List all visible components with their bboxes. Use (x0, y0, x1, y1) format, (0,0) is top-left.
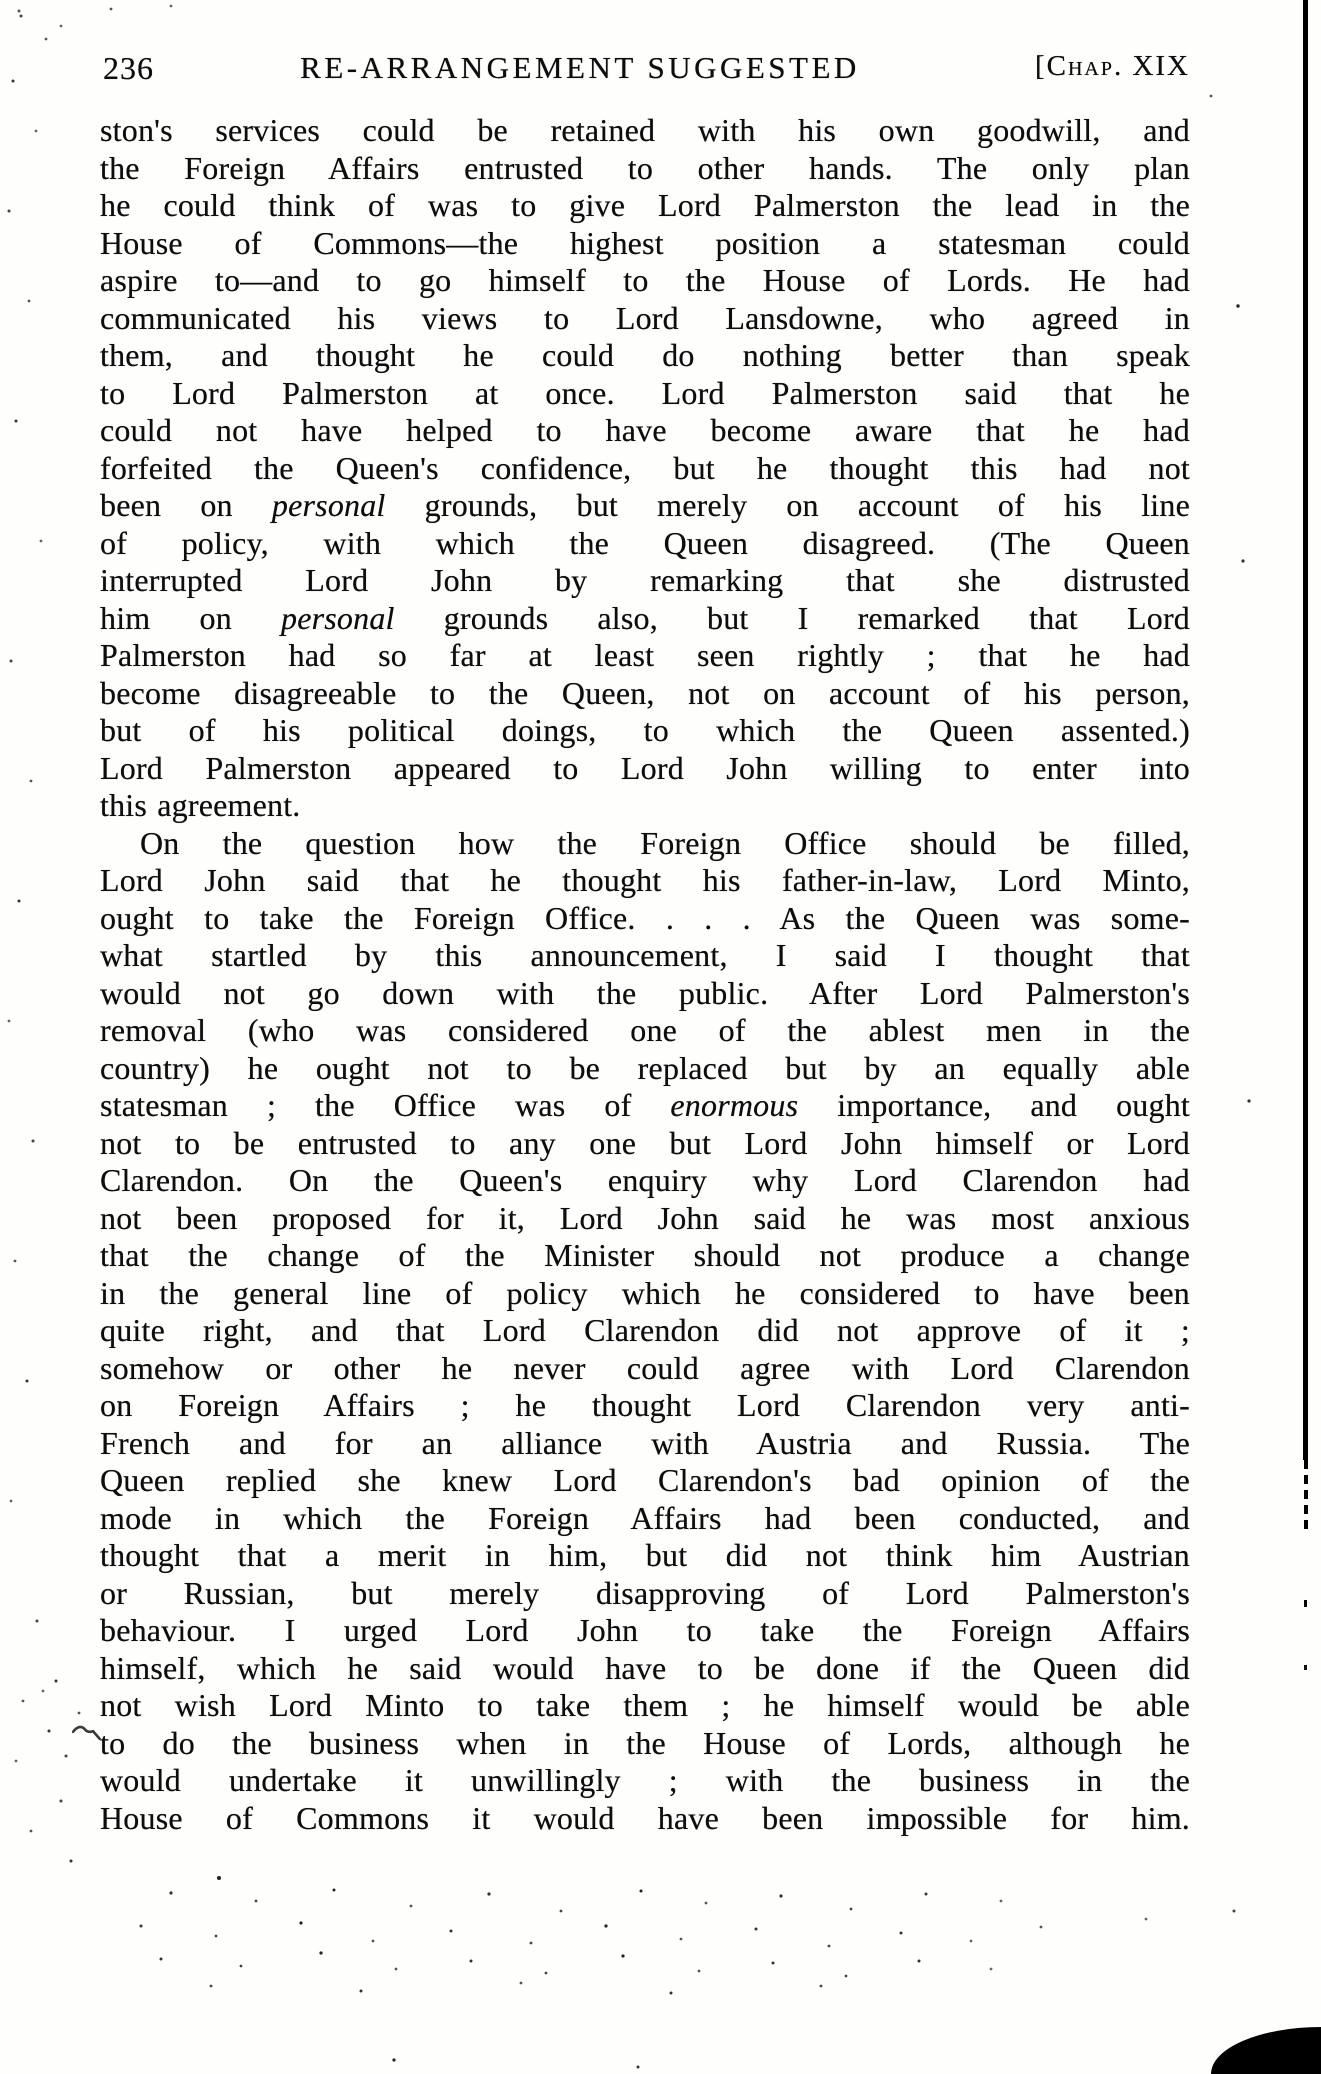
text-line (100, 187, 1190, 225)
text-line (100, 1050, 1190, 1088)
text-line (100, 1800, 1190, 1838)
text-line (100, 900, 1190, 938)
text-line (100, 375, 1190, 413)
text-line (100, 1687, 1190, 1725)
text-line (100, 225, 1190, 263)
text-segment: to do the business when in the House of Lords, although he (100, 1724, 1190, 1761)
text-line (100, 600, 1190, 638)
text-line (100, 1575, 1190, 1613)
text-segment: on Foreign Affairs ; he thought Lord Clarendon very anti- (100, 1387, 1190, 1423)
text-line (100, 412, 1190, 450)
text-segment: Queen replied she knew Lord Clarendon's bad opinion of the (100, 1462, 1190, 1498)
text-segment: somehow or other he never could agree with Lord Clarendon (100, 1349, 1190, 1386)
text-line (100, 1462, 1190, 1500)
text-line (100, 1087, 1190, 1125)
scan-spine-dot (1304, 1665, 1307, 1670)
pencil-mark-icon (71, 1721, 106, 1745)
text-line (100, 1312, 1190, 1350)
text-segment: that the change of the Minister should not produce a change (100, 1237, 1190, 1273)
text-line (100, 1125, 1190, 1163)
text-line (100, 1500, 1190, 1538)
chapter-label: [Chap. XIX (1034, 50, 1190, 82)
text-segment: this agreement. (100, 787, 301, 823)
scan-spine-line-dashes (1304, 1460, 1308, 1530)
text-segment: of policy, with which the Queen disagreed. (The Queen (100, 524, 1190, 561)
text-segment: himself, which he said would have to be done if the Queen did (100, 1649, 1190, 1686)
text-segment: but of his political doings, to which the Queen assented.) (100, 712, 1190, 748)
text-line (100, 487, 1190, 525)
page-number: 236 (103, 50, 154, 86)
text-line (100, 712, 1190, 750)
italic-text: personal (271, 487, 386, 523)
text-line (100, 1162, 1190, 1200)
text-segment: House of Commons—the highest position a statesman could (100, 224, 1190, 261)
text-segment: forfeited the Queen's confidence, but he thought this had not (100, 449, 1190, 486)
text-segment: the Foreign Affairs entrusted to other hands. The only plan (100, 149, 1190, 186)
text-line (100, 1425, 1190, 1463)
text-line (100, 1200, 1190, 1238)
text-line (100, 975, 1190, 1013)
page-header (100, 50, 1190, 90)
text-segment: mode in which the Foreign Affairs had been conducted, and (100, 1499, 1190, 1536)
text-segment: he could think of was to give Lord Palmerston the lead in the (100, 187, 1190, 223)
text-line (100, 862, 1190, 900)
text-line (100, 937, 1190, 975)
text-line (100, 1650, 1190, 1688)
text-line (100, 787, 1190, 825)
text-segment: ston's services could be retained with his own goodwill, and (100, 112, 1190, 148)
italic-text: enormous (670, 1087, 799, 1123)
text-segment: him on (100, 599, 282, 636)
text-line (100, 525, 1190, 563)
text-segment: would not go down with the public. After Lord Palmerston's (100, 974, 1190, 1011)
text-segment: to Lord Palmerston at once. Lord Palmerston said that he (100, 374, 1190, 411)
text-segment: them, and thought he could do nothing better than speak (100, 337, 1190, 373)
text-segment: grounds, but merely on account of his line (385, 487, 1190, 523)
text-line (100, 1275, 1190, 1313)
scan-corner-curl (1211, 2027, 1321, 2074)
text-segment: removal (who was considered one of the ablest men in the (100, 1012, 1190, 1048)
text-line (100, 1237, 1190, 1275)
text-line (100, 112, 1190, 150)
italic-text: personal (281, 599, 395, 636)
text-segment: interrupted Lord John by remarking that she distrusted (100, 562, 1190, 598)
text-line (100, 1612, 1190, 1650)
text-line (100, 1537, 1190, 1575)
text-line (100, 150, 1190, 188)
text-line (100, 562, 1190, 600)
text-segment: thought that a merit in him, but did not think him Austrian (100, 1537, 1190, 1573)
text-line (100, 637, 1190, 675)
text-line (100, 337, 1190, 375)
text-segment: importance, and ought (798, 1087, 1190, 1123)
text-segment: could not have helped to have become aware that he had (100, 412, 1190, 448)
text-segment: not been proposed for it, Lord John said he was most anxious (100, 1199, 1190, 1236)
text-line (100, 1387, 1190, 1425)
text-line (100, 750, 1190, 788)
text-segment: House of Commons it would have been impossible for him. (100, 1799, 1190, 1836)
text-line (100, 1725, 1190, 1763)
text-segment: been on (100, 487, 272, 523)
scan-noise-margin (0, 0, 2, 2)
text-line (100, 1762, 1190, 1800)
scan-spine-line (1303, 0, 1308, 1460)
text-segment: communicated his views to Lord Lansdowne, who agreed in (100, 299, 1190, 336)
text-segment: country) he ought not to be replaced but by an equally able (100, 1049, 1190, 1086)
text-segment: would undertake it unwillingly ; with the business in the (100, 1762, 1190, 1798)
running-title: RE-ARRANGEMENT SUGGESTED (300, 50, 860, 85)
text-segment: behaviour. I urged Lord John to take the Foreign Affairs (100, 1612, 1190, 1648)
text-segment: grounds also, but I remarked that Lord (394, 599, 1190, 636)
scan-spine-dot (1304, 1600, 1307, 1607)
text-segment: what startled by this announcement, I said I thought that (100, 937, 1190, 973)
text-segment: not wish Lord Minto to take them ; he himself would be able (100, 1687, 1190, 1723)
text-segment: aspire to—and to go himself to the House of Lords. He had (100, 262, 1190, 298)
text-segment: or Russian, but merely disapproving of Lord Palmerston's (100, 1574, 1190, 1611)
text-line (100, 825, 1190, 863)
text-segment: quite right, and that Lord Clarendon did not approve of it ; (100, 1312, 1190, 1348)
text-segment: in the general line of policy which he considered to have been (100, 1274, 1190, 1311)
text-segment: statesman ; the Office was of (100, 1087, 671, 1123)
text-segment: Lord John said that he thought his father-in-law, Lord Minto, (100, 862, 1190, 898)
page-text (100, 112, 1190, 1837)
text-line (100, 675, 1190, 713)
text-segment: French and for an alliance with Austria and Russia. The (100, 1424, 1190, 1461)
text-segment: Palmerston had so far at least seen rightly ; that he had (100, 637, 1190, 673)
text-line (100, 1012, 1190, 1050)
text-segment: become disagreeable to the Queen, not on account of his person, (100, 674, 1190, 711)
text-segment: Clarendon. On the Queen's enquiry why Lord Clarendon had (100, 1162, 1190, 1198)
text-segment: ought to take the Foreign Office. . . . As the Queen was some- (100, 899, 1190, 936)
text-line (100, 300, 1190, 338)
text-segment: On the question how the Foreign Office should be filled, (140, 824, 1190, 861)
text-segment: not to be entrusted to any one but Lord John himself or Lord (100, 1124, 1190, 1161)
text-line (100, 450, 1190, 488)
text-line (100, 262, 1190, 300)
text-line (100, 1350, 1190, 1388)
text-segment: Lord Palmerston appeared to Lord John willing to enter into (100, 749, 1190, 786)
